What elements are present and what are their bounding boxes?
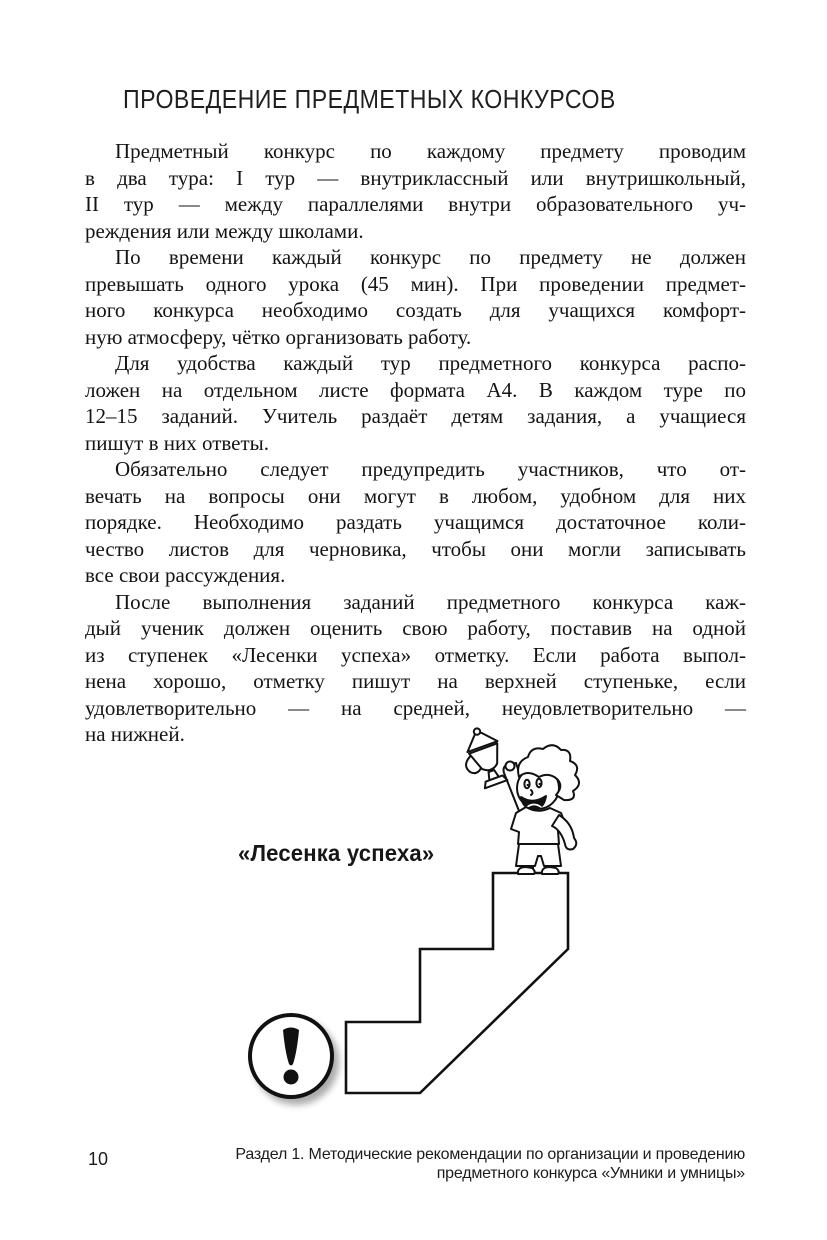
- paragraph-line: После выполнения заданий предметного конкурса каж-: [115, 589, 746, 614]
- page-number: 10: [88, 1149, 109, 1169]
- paragraph-line: пишут в них ответы.: [85, 430, 270, 455]
- paragraph-line: Для удобства каждый тур предметного конкурса распо-: [115, 351, 746, 375]
- paragraph-line: на нижней.: [85, 722, 185, 746]
- exclamation-glyph: [252, 1017, 330, 1095]
- exclamation-icon: [248, 1013, 334, 1099]
- paragraph-line: реждения или между школами.: [85, 218, 364, 243]
- paragraph-line: 12–15 заданий. Учитель раздаёт детям задания, а учащиеся: [85, 404, 746, 428]
- trophy-icon: [455, 723, 511, 792]
- paragraph-line: ную атмосферу, чётко организовать работу.: [85, 324, 472, 349]
- paragraph-line: ного конкурса необходимо создать для учащихся комфорт-: [85, 298, 746, 322]
- page-title: ПРОВЕДЕНИЕ ПРЕДМЕТНЫХ КОНКУРСОВ: [123, 84, 616, 114]
- paragraph-line: из ступенек «Лесенки успеха» отметку. Если работа выпол-: [85, 642, 746, 667]
- paragraph-line: удовлетворительно — на средней, неудовлетворительно —: [85, 695, 746, 720]
- footer-section-title: [125, 1146, 745, 1183]
- paragraph-line: вечать на вопросы они могут в любом, удобном для них: [85, 483, 746, 508]
- paragraph-line: порядке. Необходимо раздать учащимся достаточное коли-: [85, 510, 746, 534]
- paragraph-line: дый ученик должен оценить свою работу, поставив на одной: [85, 616, 746, 640]
- paragraph-line: в два тура: I тур — внутриклассный или внутришкольный,: [85, 165, 746, 190]
- illustration-caption: «Лесенка успеха»: [238, 840, 435, 866]
- paragraph-line: чество листов для черновика, чтобы они могли записывать: [85, 536, 746, 561]
- paragraph-line: Предметный конкурс по каждому предмету проводим: [115, 139, 746, 163]
- boy-with-trophy: [455, 723, 579, 874]
- paragraph-line: нена хорошо, отметку пишут на верхней ступеньке, если: [85, 669, 746, 693]
- paragraph-line: II тур — между параллелями внутри образовательного уч-: [85, 192, 746, 216]
- paragraph-line: ложен на отдельном листе формата А4. В каждом туре по: [85, 377, 746, 402]
- paragraph-line: По времени каждый конкурс по предмету не должен: [115, 245, 746, 269]
- footer-line-1: Раздел 1. Методические рекомендации по организации и проведению: [235, 1146, 745, 1163]
- paragraph-line: превышать одного урока (45 мин). При проведении предмет-: [85, 271, 746, 296]
- footer-line-2: предметного конкурса «Умники и умницы»: [436, 1164, 745, 1182]
- paragraph-line: Обязательно следует предупредить участников, что от-: [115, 457, 746, 481]
- paragraph-line: все свои рассуждения.: [85, 563, 286, 587]
- staircase-shape: [346, 873, 568, 1093]
